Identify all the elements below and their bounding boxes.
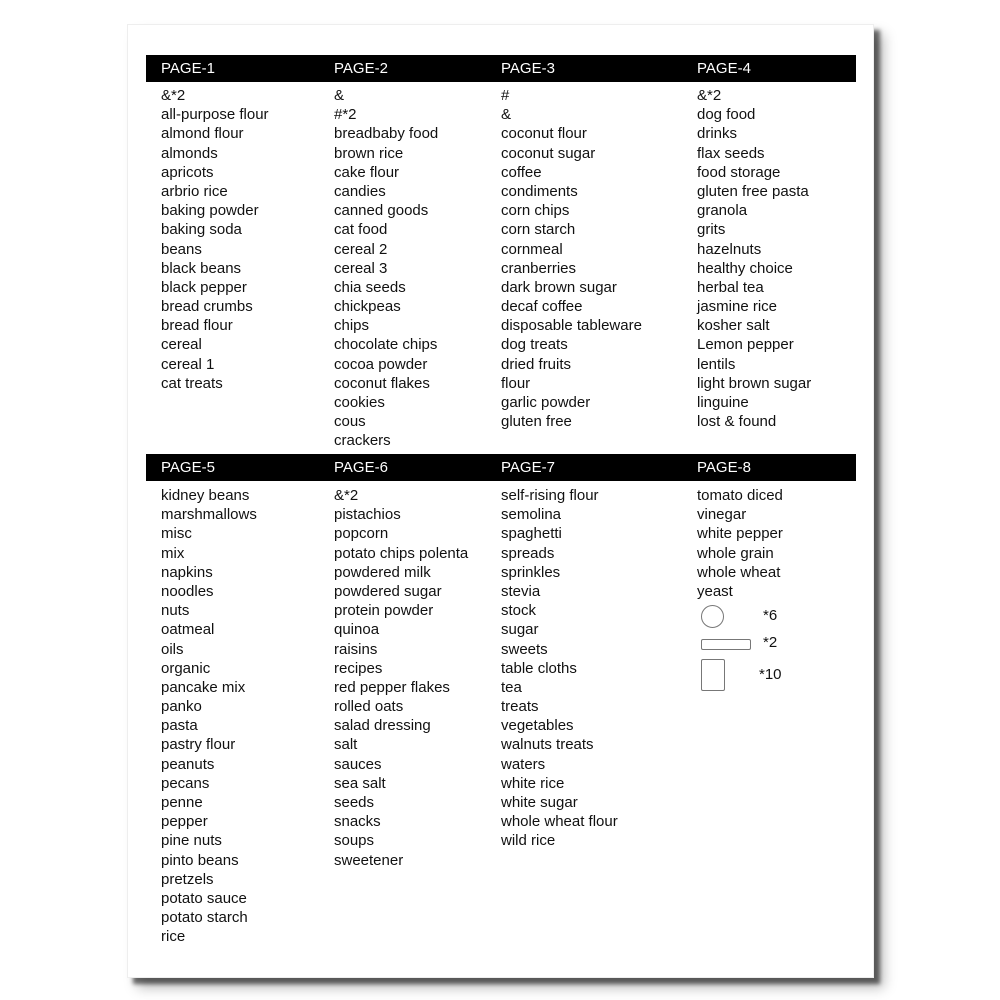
list-item: sweetener <box>334 851 404 869</box>
list-item: snacks <box>334 813 381 831</box>
list-item: whole grain <box>697 544 774 562</box>
list-item: kosher salt <box>697 317 770 335</box>
list-item: # <box>501 87 510 104</box>
list-item: rolled oats <box>334 698 404 716</box>
page-4-list <box>697 86 811 431</box>
list-item: drinks <box>697 125 738 143</box>
page-7-header: PAGE-7 <box>501 459 555 476</box>
list-item: flax seeds <box>697 144 765 162</box>
list-item: sea salt <box>334 774 386 792</box>
list-item: marshmallows <box>161 506 257 524</box>
list-item: condiments <box>501 182 578 200</box>
page-8-list <box>697 486 783 601</box>
list-item: beans <box>161 240 202 258</box>
list-item: chocolate chips <box>334 336 438 354</box>
list-item: breadbaby food <box>334 125 439 143</box>
list-item: corn chips <box>501 202 570 220</box>
list-item: treats <box>501 698 539 716</box>
label-sheet <box>127 24 874 978</box>
list-item: gluten free <box>501 413 572 431</box>
list-item: red pepper flakes <box>334 678 450 696</box>
legend-square-label: *10 <box>759 666 782 683</box>
list-item: arbrio rice <box>161 182 228 200</box>
list-item: tomato diced <box>697 487 783 504</box>
list-item: noodles <box>161 582 214 600</box>
list-item: napkins <box>161 563 213 581</box>
list-item: garlic powder <box>501 394 591 411</box>
list-item: coconut flakes <box>334 374 430 392</box>
bar-shape-icon <box>701 639 751 650</box>
list-item: misc <box>161 525 192 543</box>
list-item: panko <box>161 698 202 716</box>
list-item: stock <box>501 602 537 620</box>
list-item: black beans <box>161 259 242 277</box>
list-item: cornmeal <box>501 240 563 258</box>
list-item: brown rice <box>334 144 404 162</box>
list-item: cereal <box>161 336 202 354</box>
page-7-list <box>501 486 618 851</box>
list-item: organic <box>161 659 211 677</box>
list-item: mix <box>161 544 185 562</box>
list-item: pepper <box>161 813 208 831</box>
page-1-header: PAGE-1 <box>161 60 215 77</box>
list-item: apricots <box>161 163 214 181</box>
list-item: waters <box>501 755 546 773</box>
list-item: black pepper <box>161 278 247 296</box>
list-item: chips <box>334 317 370 335</box>
list-item: chickpeas <box>334 298 401 316</box>
list-item: pancake mix <box>161 678 246 696</box>
page-6-header: PAGE-6 <box>334 459 388 476</box>
list-item: candies <box>334 182 386 200</box>
page-6-list <box>334 486 468 870</box>
list-item: cranberries <box>501 259 577 277</box>
list-item: sweets <box>501 640 548 658</box>
square-shape-icon <box>701 659 725 691</box>
list-item: cat treats <box>161 374 223 392</box>
list-item: protein powder <box>334 602 434 620</box>
list-item: & <box>501 106 512 124</box>
list-item: penne <box>161 794 203 811</box>
list-item: cookies <box>334 394 385 411</box>
list-item: gluten free pasta <box>697 182 809 200</box>
list-item: potato sauce <box>161 889 247 907</box>
list-item: white pepper <box>697 525 783 543</box>
list-item: disposable tableware <box>501 317 642 335</box>
list-item: recipes <box>334 659 383 677</box>
page-5-header: PAGE-5 <box>161 459 215 476</box>
list-item: pecans <box>161 774 210 792</box>
list-item: Lemon pepper <box>697 336 794 354</box>
page-8-header: PAGE-8 <box>697 459 751 476</box>
list-item: food storage <box>697 163 781 181</box>
list-item: rice <box>161 928 186 946</box>
list-item: jasmine rice <box>697 298 778 316</box>
list-item: vegetables <box>501 717 574 735</box>
list-item: almonds <box>161 144 218 162</box>
list-item: whole wheat <box>697 563 781 581</box>
list-item: lost & found <box>697 413 777 431</box>
list-item: flour <box>501 374 531 392</box>
list-item: powdered milk <box>334 563 431 581</box>
list-item: dried fruits <box>501 355 572 373</box>
list-item: vinegar <box>697 506 747 524</box>
list-item: coconut sugar <box>501 144 596 162</box>
page-5-list <box>161 486 257 947</box>
list-item: white sugar <box>501 794 578 811</box>
list-item: herbal tea <box>697 278 764 296</box>
list-item: powdered sugar <box>334 582 442 600</box>
list-item: nuts <box>161 602 190 620</box>
list-item: &*2 <box>334 487 359 504</box>
list-item: pasta <box>161 717 198 735</box>
circle-shape-icon <box>701 605 724 628</box>
list-item: oatmeal <box>161 621 215 639</box>
page-3-list <box>501 86 642 431</box>
list-item: #*2 <box>334 106 357 124</box>
list-item: pistachios <box>334 506 401 524</box>
list-item: sugar <box>501 621 539 639</box>
legend-circle-label: *6 <box>763 607 778 624</box>
list-item: coffee <box>501 163 542 181</box>
list-item: corn starch <box>501 221 576 239</box>
list-item: hazelnuts <box>697 240 762 258</box>
list-item: yeast <box>697 582 733 600</box>
list-item: chia seeds <box>334 278 406 296</box>
list-item: spreads <box>501 544 555 562</box>
list-item: cocoa powder <box>334 355 428 373</box>
list-item: white rice <box>501 774 565 792</box>
page-2-header: PAGE-2 <box>334 60 388 77</box>
list-item: quinoa <box>334 621 380 639</box>
list-item: potato starch <box>161 909 248 927</box>
list-item: decaf coffee <box>501 298 583 316</box>
list-item: self-rising flour <box>501 487 599 504</box>
list-item: & <box>334 87 345 104</box>
list-item: oils <box>161 640 184 658</box>
list-item: bread flour <box>161 317 233 335</box>
list-item: coconut flour <box>501 125 587 143</box>
list-item: all-purpose flour <box>161 106 269 124</box>
list-item: spaghetti <box>501 525 562 543</box>
header-bar-bottom <box>146 454 856 481</box>
list-item: stevia <box>501 582 541 600</box>
list-item: pinto beans <box>161 851 239 869</box>
list-item: dog treats <box>501 336 568 354</box>
list-item: salad dressing <box>334 717 431 735</box>
list-item: baking soda <box>161 221 242 239</box>
list-item: pine nuts <box>161 832 222 850</box>
list-item: semolina <box>501 506 562 524</box>
list-item: cake flour <box>334 163 400 181</box>
list-item: granola <box>697 202 748 220</box>
list-item: grits <box>697 221 726 239</box>
list-item: popcorn <box>334 525 389 543</box>
list-item: dog food <box>697 106 756 124</box>
list-item: potato chips polenta <box>334 544 469 562</box>
list-item: tea <box>501 678 522 696</box>
list-item: &*2 <box>697 87 722 104</box>
header-bar-top <box>146 55 856 82</box>
legend-bar-label: *2 <box>763 634 778 651</box>
list-item: walnuts treats <box>501 736 594 754</box>
list-item: salt <box>334 736 358 754</box>
list-item: wild rice <box>501 832 556 850</box>
list-item: sauces <box>334 755 382 773</box>
list-item: table cloths <box>501 659 577 677</box>
list-item: bread crumbs <box>161 298 253 316</box>
page-2-list <box>334 86 438 451</box>
list-item: almond flour <box>161 125 244 143</box>
list-item: sprinkles <box>501 563 561 581</box>
page-3-header: PAGE-3 <box>501 60 555 77</box>
list-item: linguine <box>697 394 749 411</box>
list-item: cous <box>334 413 366 431</box>
list-item: soups <box>334 832 375 850</box>
list-item: lentils <box>697 355 736 373</box>
list-item: &*2 <box>161 87 186 104</box>
list-item: cereal 1 <box>161 355 215 373</box>
list-item: cat food <box>334 221 388 239</box>
list-item: whole wheat flour <box>501 813 618 831</box>
list-item: raisins <box>334 640 378 658</box>
list-item: dark brown sugar <box>501 278 617 296</box>
list-item: baking powder <box>161 202 259 220</box>
list-item: cereal 2 <box>334 240 388 258</box>
list-item: peanuts <box>161 755 215 773</box>
list-item: pastry flour <box>161 736 236 754</box>
list-item: cereal 3 <box>334 259 388 277</box>
page-1-list <box>161 86 269 393</box>
list-item: crackers <box>334 432 391 450</box>
list-item: seeds <box>334 794 375 811</box>
page-4-header: PAGE-4 <box>697 60 751 77</box>
list-item: canned goods <box>334 202 429 220</box>
list-item: kidney beans <box>161 487 250 504</box>
list-item: pretzels <box>161 870 214 888</box>
list-item: healthy choice <box>697 259 793 277</box>
list-item: light brown sugar <box>697 374 812 392</box>
